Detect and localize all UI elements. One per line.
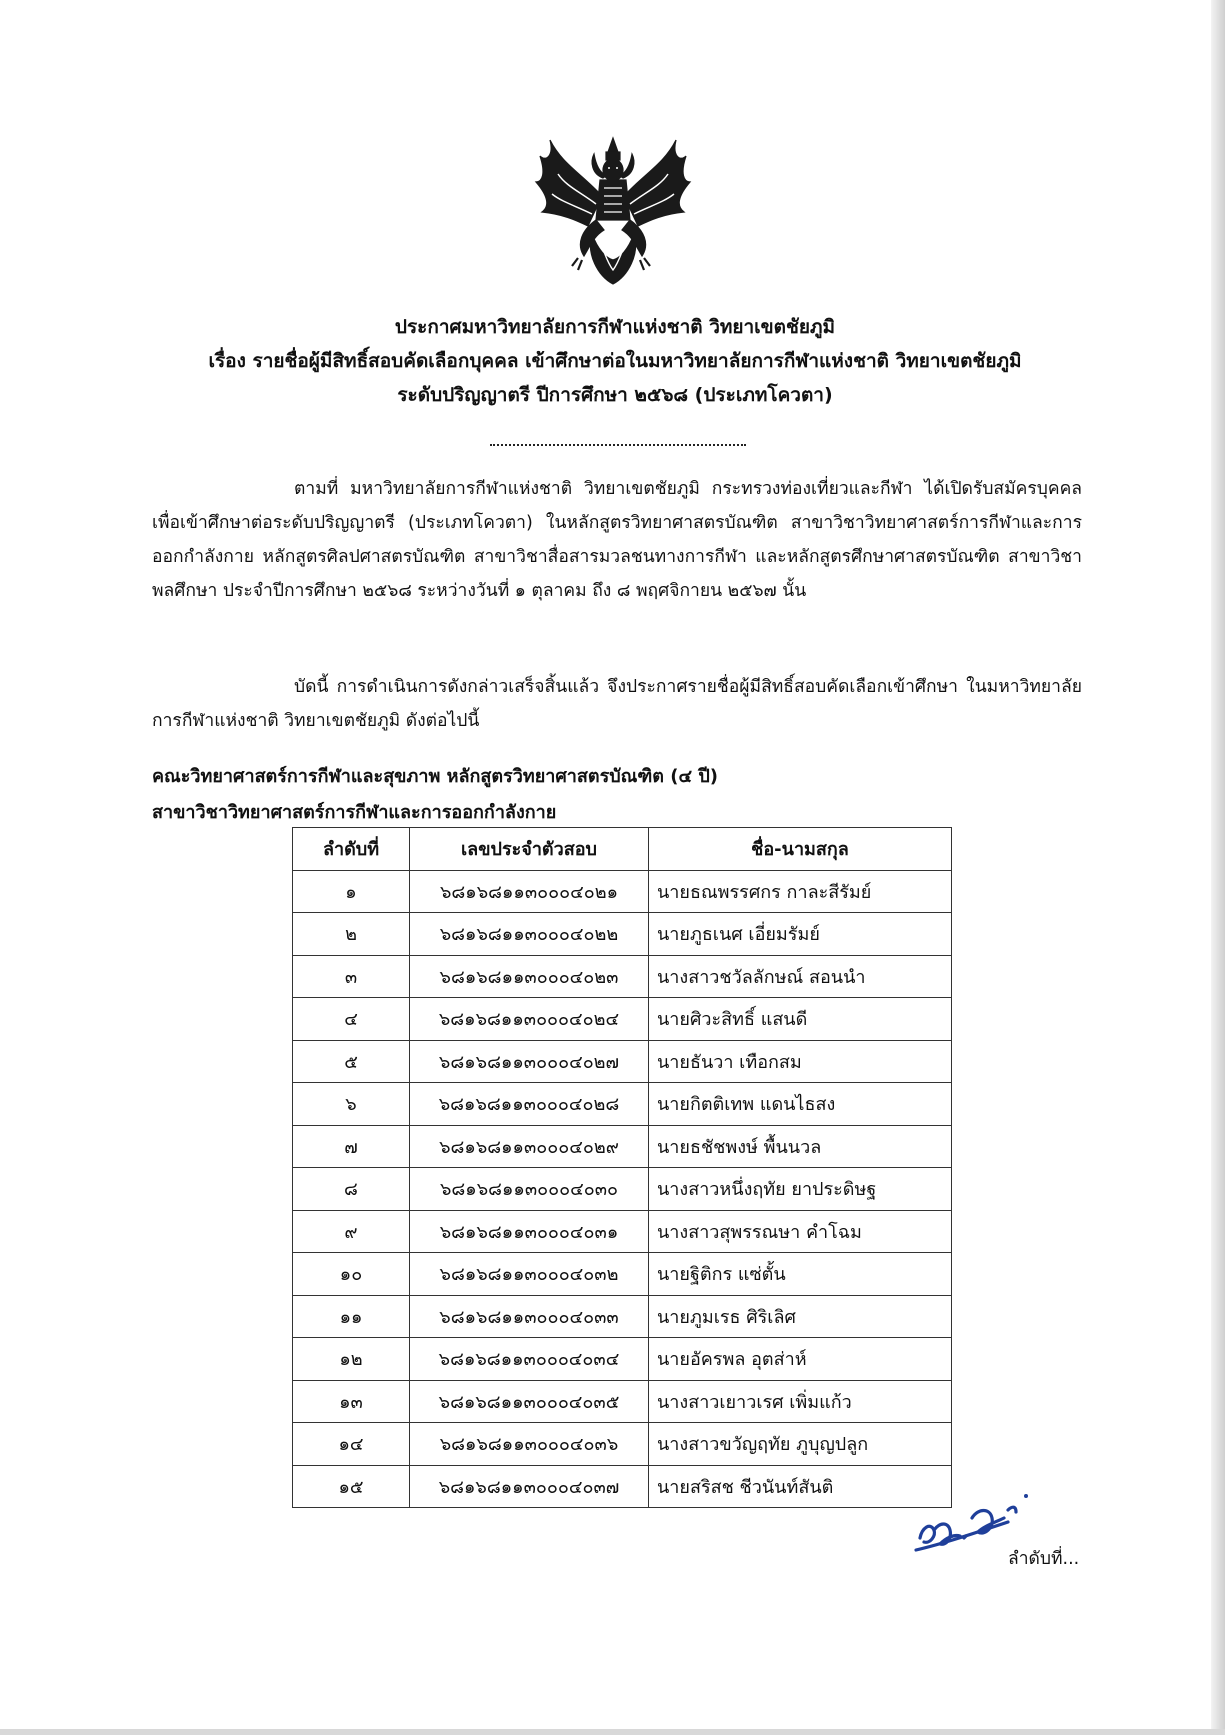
candidate-name: นายฐิติกร แซ่ตั้น <box>649 1253 952 1296</box>
announcement-header <box>120 310 1110 412</box>
body-paragraph-1: ตามที่ มหาวิทยาลัยการกีฬาแห่งชาติ วิทยาเขตชัยภูมิ กระทรวงท่องเที่ยวและกีฬา ได้เปิดรับสมัครบุคคล เพื่อเข้าศึกษาต่อระดับปริญญาตรี (ประเภทโควตา) ในหลักสูตรวิทยาศาสตรบัณฑิต สาขาวิชาวิทยาศาสตร์การกีฬาและการออกกำลังกาย หลักสูตรศิลปศาสตรบัณฑิต สาขาวิชาสื่อสารมวลชนทางการกีฬา และหลักสูตรศึกษาศาสตรบัณฑิต สาขาวิชาพลศึกษา ประจำปีการศึกษา ๒๕๖๘ ระหว่างวันที่ ๑ ตุลาคม ถึง ๘ พฤศจิกายน ๒๕๖๗ นั้น <box>152 479 1082 601</box>
bottom-edge <box>0 1729 1225 1735</box>
exam-id: ๖๘๑๖๘๑๑๓๐๐๐๔๐๓๓ <box>410 1295 649 1338</box>
candidate-name: นายศิวะสิทธิ์ แสนดี <box>649 998 952 1041</box>
page-edge <box>1211 0 1225 1735</box>
row-number: ๓ <box>293 955 410 998</box>
candidate-name: นางสาวเยาวเรศ เพิ่มแก้ว <box>649 1380 952 1423</box>
candidate-name: นายธันวา เทือกสม <box>649 1040 952 1083</box>
exam-id: ๖๘๑๖๘๑๑๓๐๐๐๔๐๒๔ <box>410 998 649 1041</box>
table-row <box>293 1253 952 1296</box>
candidate-name: นางสาวสุพรรณษา คำโฉม <box>649 1210 952 1253</box>
table-row <box>293 1465 952 1508</box>
exam-id: ๖๘๑๖๘๑๑๓๐๐๐๔๐๓๕ <box>410 1380 649 1423</box>
column-header-id: เลขประจำตัวสอบ <box>410 828 649 871</box>
row-number: ๘ <box>293 1168 410 1211</box>
row-number: ๙ <box>293 1210 410 1253</box>
header-subject: เรื่อง รายชื่อผู้มีสิทธิ์สอบคัดเลือกบุคคล เข้าศึกษาต่อในมหาวิทยาลัยการกีฬาแห่งชาติ วิทยาเขตชัยภูมิ <box>208 350 1022 372</box>
table-row <box>293 913 952 956</box>
garuda-emblem-icon <box>532 134 694 286</box>
table-row <box>293 1168 952 1211</box>
exam-id: ๖๘๑๖๘๑๑๓๐๐๐๔๐๒๙ <box>410 1125 649 1168</box>
candidate-name: นางสาวหนึ่งฤทัย ยาประดิษฐ <box>649 1168 952 1211</box>
header-level: ระดับปริญญาตรี ปีการศึกษา ๒๕๖๘ (ประเภทโควตา) <box>397 384 833 406</box>
exam-id: ๖๘๑๖๘๑๑๓๐๐๐๔๐๓๗ <box>410 1465 649 1508</box>
body-paragraph-2: บัดนี้ การดำเนินการดังกล่าวเสร็จสิ้นแล้ว จึงประกาศรายชื่อผู้มีสิทธิ์สอบคัดเลือกเข้าศึกษา ในมหาวิทยาลัยการกีฬาแห่งชาติ วิทยาเขตชัยภูมิ ดังต่อไปนี้ <box>152 677 1082 731</box>
table-row <box>293 1295 952 1338</box>
exam-id: ๖๘๑๖๘๑๑๓๐๐๐๔๐๒๘ <box>410 1083 649 1126</box>
row-number: ๖ <box>293 1083 410 1126</box>
candidate-name: นายธชัชพงษ์ พื้นนวล <box>649 1125 952 1168</box>
row-number: ๗ <box>293 1125 410 1168</box>
row-number: ๑๔ <box>293 1423 410 1466</box>
candidate-table <box>292 827 952 1508</box>
exam-id: ๖๘๑๖๘๑๑๓๐๐๐๔๐๓๒ <box>410 1253 649 1296</box>
candidate-name: นางสาวชวัลลักษณ์ สอนนำ <box>649 955 952 998</box>
exam-id: ๖๘๑๖๘๑๑๓๐๐๐๔๐๒๒ <box>410 913 649 956</box>
column-header-name: ชื่อ-นามสกุล <box>649 828 952 871</box>
faculty-heading: คณะวิทยาศาสตร์การกีฬาและสุขภาพ หลักสูตรวิทยาศาสตรบัณฑิต (๔ ปี) <box>152 766 719 787</box>
exam-id: ๖๘๑๖๘๑๑๓๐๐๐๔๐๓๐ <box>410 1168 649 1211</box>
row-number: ๕ <box>293 1040 410 1083</box>
candidate-name: นายกิตติเทพ แดนไธสง <box>649 1083 952 1126</box>
major-heading: สาขาวิชาวิทยาศาสตร์การกีฬาและการออกกำลังกาย <box>152 802 557 823</box>
exam-id: ๖๘๑๖๘๑๑๓๐๐๐๔๐๓๑ <box>410 1210 649 1253</box>
row-number: ๑๑ <box>293 1295 410 1338</box>
table-header-row <box>293 828 952 871</box>
dotted-divider <box>490 432 746 446</box>
table-row <box>293 1423 952 1466</box>
row-number: ๑๒ <box>293 1338 410 1381</box>
exam-id: ๖๘๑๖๘๑๑๓๐๐๐๔๐๒๑ <box>410 870 649 913</box>
row-number: ๑๕ <box>293 1465 410 1508</box>
row-number: ๒ <box>293 913 410 956</box>
exam-id: ๖๘๑๖๘๑๑๓๐๐๐๔๐๓๖ <box>410 1423 649 1466</box>
table-row <box>293 1338 952 1381</box>
exam-id: ๖๘๑๖๘๑๑๓๐๐๐๔๐๒๗ <box>410 1040 649 1083</box>
row-number: ๔ <box>293 998 410 1041</box>
table-row <box>293 955 952 998</box>
exam-id: ๖๘๑๖๘๑๑๓๐๐๐๔๐๓๔ <box>410 1338 649 1381</box>
exam-id: ๖๘๑๖๘๑๑๓๐๐๐๔๐๒๓ <box>410 955 649 998</box>
table-row <box>293 1083 952 1126</box>
column-header-no: ลำดับที่ <box>293 828 410 871</box>
header-title: ประกาศมหาวิทยาลัยการกีฬาแห่งชาติ วิทยาเขตชัยภูมิ <box>394 316 836 338</box>
candidate-name: นายธณพรรศกร กาละสีรัมย์ <box>649 870 952 913</box>
candidate-name: นายอัครพล อุตส่าห์ <box>649 1338 952 1381</box>
table-row <box>293 870 952 913</box>
row-number: ๑ <box>293 870 410 913</box>
candidate-name: นายภูมเรธ ศิริเลิศ <box>649 1295 952 1338</box>
candidate-name: นายสริสช ชีวนันท์สันติ <box>649 1465 952 1508</box>
row-number: ๑๐ <box>293 1253 410 1296</box>
table-row <box>293 1040 952 1083</box>
table-row <box>293 1125 952 1168</box>
candidate-name: นางสาวขวัญฤทัย ภูบุญปลูก <box>649 1423 952 1466</box>
row-number: ๑๓ <box>293 1380 410 1423</box>
table-row <box>293 1210 952 1253</box>
table-row <box>293 1380 952 1423</box>
continuation-marker: ลำดับที่... <box>1008 1549 1080 1569</box>
table-row <box>293 998 952 1041</box>
candidate-name: นายภูธเนศ เอี่ยมรัมย์ <box>649 913 952 956</box>
